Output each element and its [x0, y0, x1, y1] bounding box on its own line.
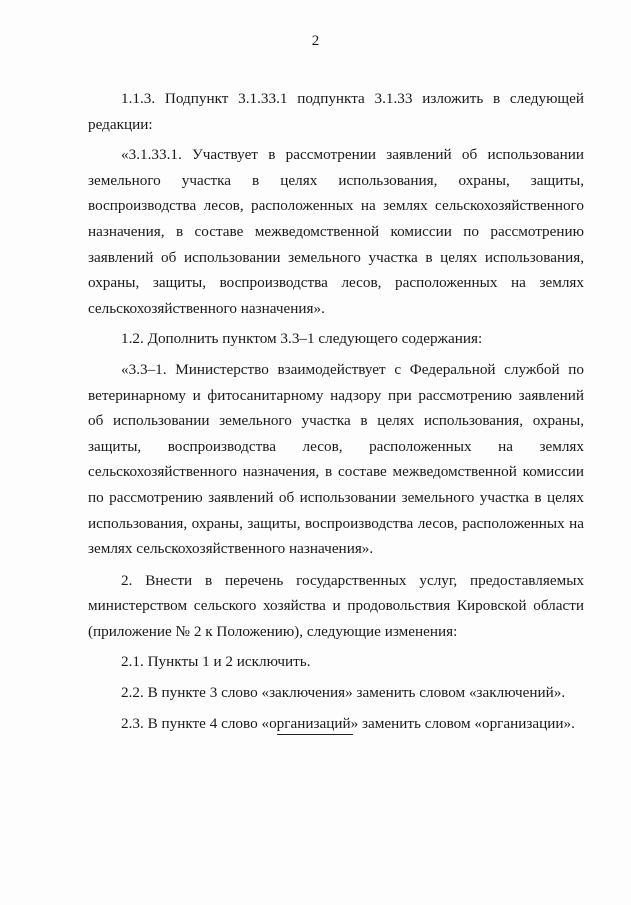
paragraph-2: 2. Внести в перечень государственных услуг, предоставляемых министерством сельского хозяйства и продовольствия Кировской области (приложение № 2 к Положению), следующие изменения: — [88, 571, 584, 640]
paragraph-quote-3-3-1: «3.3–1. Министерство взаимодействует с Федеральной службой по ветеринарному и фитосанитарному надзору при рассмотрению заявлений об использовании земельного участка в целях использования, охраны, защиты, воспроизводства лесов, расположенных на землях сельскохозяйственного назначения, в составе межведомственной комиссии по рассмотрению заявлений об использовании земельного участка в целях использования, охраны, защиты, воспроизводства лесов, расположенных на землях сельскохозяйственного назначения». — [88, 360, 584, 558]
paragraph-1-1-3: 1.1.3. Подпункт 3.1.33.1 подпункта 3.1.33 изложить в следующей редакции: — [88, 90, 584, 133]
document-end-line — [277, 734, 353, 735]
paragraph-quote-3-1-33-1: «3.1.33.1. Участвует в рассмотрении заявлений об использовании земельного участка в целях использования, охраны, защиты, воспроизводства лесов, расположенных на землях сельскохозяйственного назначения, в составе межведомственной комиссии по рассмотрению заявлений об использовании земельного участка в целях использования, охраны, защиты, воспроизводства лесов, расположенных на землях сельскохозяйственного назначения». — [88, 146, 584, 317]
page-number: 2 — [311, 33, 320, 49]
paragraph-1-2: 1.2. Дополнить пунктом 3.3–1 следующего содержания: — [121, 330, 483, 348]
paragraph-2-3: 2.3. В пункте 4 слово «организаций» заменить словом «организации». — [121, 714, 575, 732]
paragraph-2-2: 2.2. В пункте 3 слово «заключения» заменить словом «заключений». — [121, 684, 566, 702]
document-body — [88, 86, 584, 736]
paragraph-2-1: 2.1. Пункты 1 и 2 исключить. — [121, 653, 311, 671]
